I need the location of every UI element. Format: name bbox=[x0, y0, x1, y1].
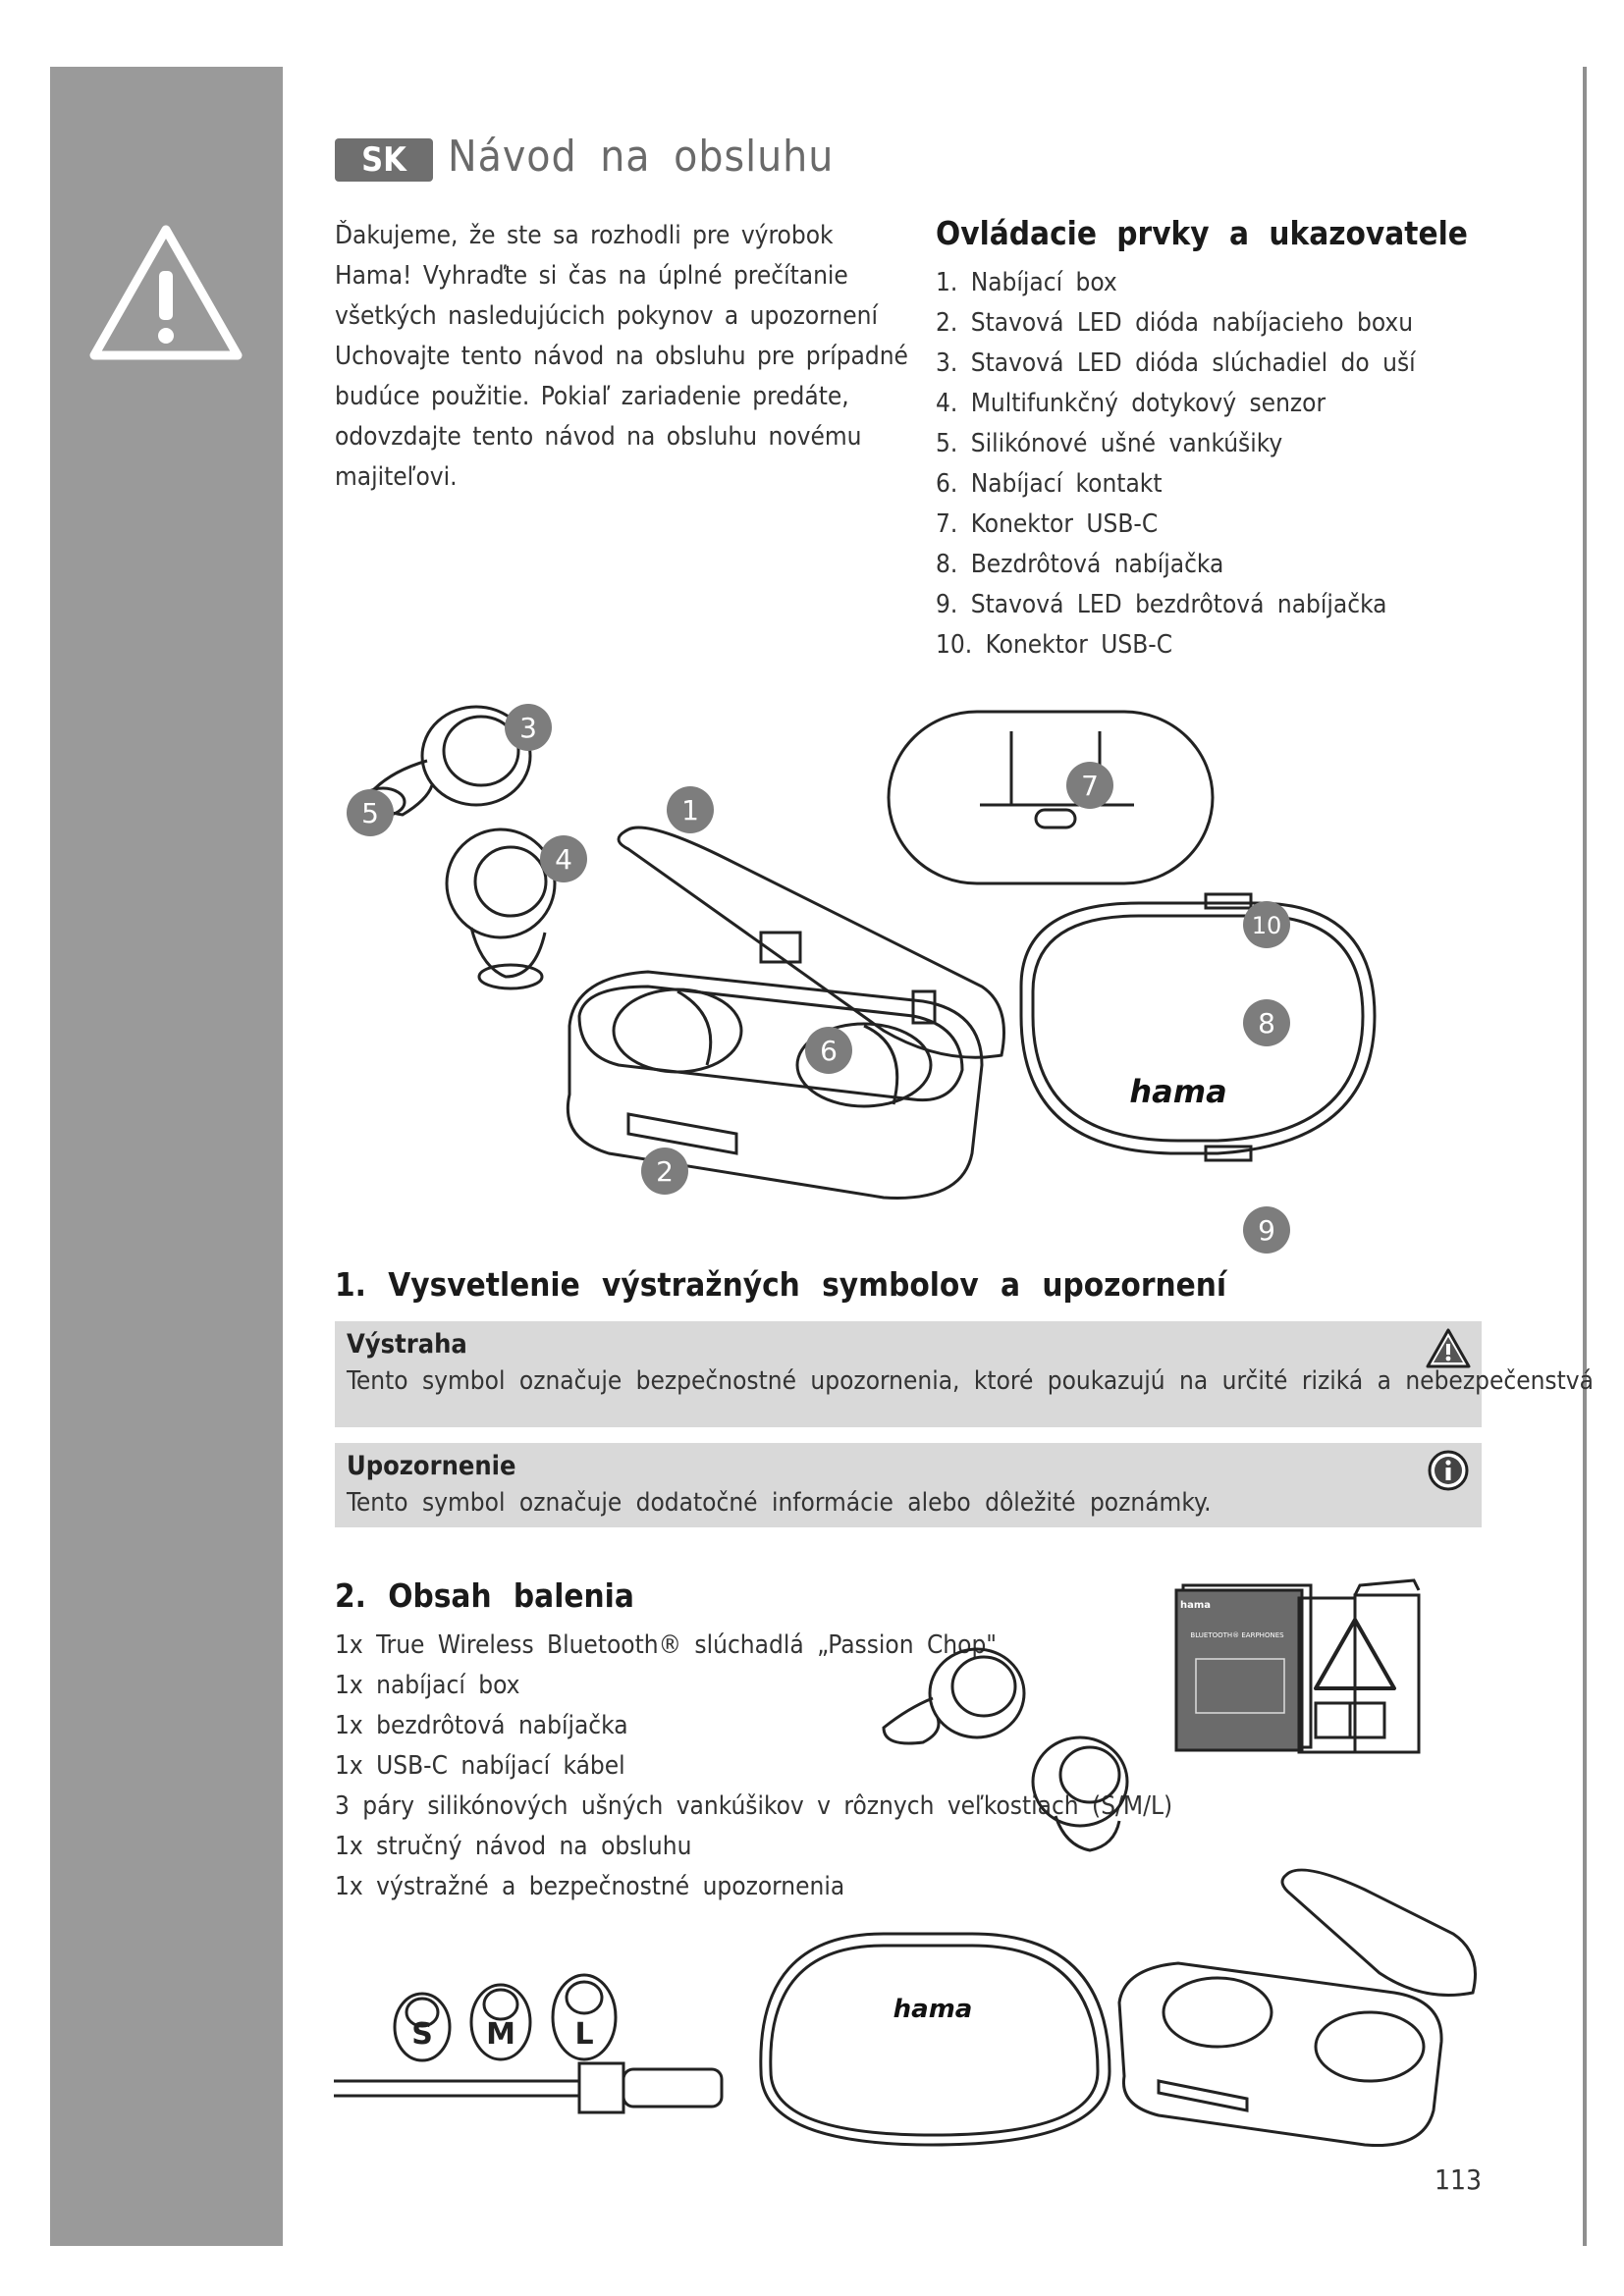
list-item: 7. Konektor USB-C bbox=[936, 509, 1159, 539]
list-item: 1x výstražné a bezpečnostné upozornenia bbox=[335, 1872, 845, 1901]
grey-sidebar bbox=[50, 67, 283, 2246]
list-item: 1x nabíjací box bbox=[335, 1671, 520, 1700]
info-icon bbox=[1425, 1449, 1472, 1492]
brand-logo: hama bbox=[1129, 1073, 1227, 1110]
svg-text:3: 3 bbox=[519, 712, 537, 744]
charging-box-illustration bbox=[568, 828, 1003, 1198]
svg-text:9: 9 bbox=[1258, 1214, 1275, 1247]
svg-text:M: M bbox=[486, 2017, 515, 2052]
page-number: 113 bbox=[1435, 2163, 1483, 2196]
list-item: 1x USB-C nabíjací kábel bbox=[335, 1751, 625, 1781]
callout-4 bbox=[540, 835, 587, 882]
page-title: Návod na obsluhu bbox=[448, 132, 835, 182]
package-contents-illustration bbox=[334, 1561, 1492, 2150]
svg-text:2: 2 bbox=[656, 1155, 674, 1188]
safety-leaflet-illustration bbox=[1299, 1580, 1419, 1752]
callout-7 bbox=[1066, 762, 1113, 809]
callout-3 bbox=[505, 704, 552, 751]
svg-text:7: 7 bbox=[1081, 770, 1099, 802]
list-item: 2. Stavová LED dióda nabíjacieho boxu bbox=[936, 308, 1414, 338]
list-item: 3. Stavová LED dióda slúchadiel do uší bbox=[936, 348, 1416, 378]
svg-text:S: S bbox=[411, 2017, 433, 2052]
warning-text: Tento symbol označuje bezpečnostné upozornenia, ktoré poukazujú na určité riziká a nebezpečenstvá bbox=[347, 1366, 1594, 1396]
charging-box-package-illustration bbox=[1119, 1870, 1476, 2146]
section-2-heading: 2. Obsah balenia bbox=[335, 1576, 634, 1615]
callout-10 bbox=[1243, 901, 1290, 948]
callout-8 bbox=[1243, 999, 1290, 1046]
warning-triangle-icon bbox=[86, 222, 245, 364]
callout-9 bbox=[1243, 1206, 1290, 1254]
svg-text:L: L bbox=[574, 2017, 594, 2052]
earbuds-pair-illustration bbox=[884, 1649, 1127, 1850]
svg-text:5: 5 bbox=[361, 797, 379, 829]
warning-triangle-icon bbox=[1425, 1327, 1472, 1370]
language-badge: SK bbox=[335, 138, 433, 182]
svg-text:4: 4 bbox=[555, 843, 572, 876]
list-item: 8. Bezdrôtová nabíjačka bbox=[936, 550, 1224, 579]
controls-list bbox=[936, 263, 1416, 666]
svg-text:BLUETOOTH® EARPHONES: BLUETOOTH® EARPHONES bbox=[1190, 1631, 1284, 1639]
wireless-charger-illustration bbox=[1021, 894, 1375, 1160]
svg-text:1: 1 bbox=[681, 794, 699, 827]
warning-box bbox=[335, 1321, 1594, 1427]
list-item: 1x stručný návod na obsluhu bbox=[335, 1832, 692, 1861]
earbud-lower-illustration bbox=[447, 829, 555, 988]
usb-cable-illustration bbox=[334, 2063, 722, 2112]
info-label: Upozornenie bbox=[347, 1451, 516, 1481]
closed-box-illustration bbox=[889, 712, 1213, 883]
callout-2 bbox=[641, 1148, 688, 1195]
right-border-rule bbox=[1583, 67, 1587, 2246]
svg-text:hama: hama bbox=[1180, 1600, 1212, 1611]
list-item: 3 páry silikónových ušných vankúšikov v rôznych veľkostiach (S/M/L) bbox=[335, 1791, 1173, 1821]
warning-label: Výstraha bbox=[347, 1329, 467, 1360]
list-item: 1. Nabíjací box bbox=[936, 268, 1117, 297]
callout-6 bbox=[805, 1027, 852, 1074]
svg-text:6: 6 bbox=[820, 1035, 838, 1067]
info-text: Tento symbol označuje dodatočné informácie alebo dôležité poznámky. bbox=[347, 1488, 1212, 1518]
info-box bbox=[335, 1443, 1482, 1527]
list-item: 9. Stavová LED bezdrôtová nabíjačka bbox=[936, 590, 1387, 619]
callout-5 bbox=[347, 789, 394, 836]
product-diagram bbox=[334, 692, 1488, 1271]
controls-heading: Ovládacie prvky a ukazovatele bbox=[936, 214, 1468, 252]
intro-paragraph: Ďakujeme, že ste sa rozhodli pre výrobok Hama! Vyhraďte si čas na úplné prečítanie všetkých nasledujúcich pokynov a upozornení Uchovajte tento návod na obsluhu pre prípadné budúce použitie. Pokiaľ zariadenie predáte, odovzdajte tento návod na obsluhu novému majiteľovi. bbox=[335, 221, 908, 492]
svg-text:8: 8 bbox=[1258, 1007, 1275, 1040]
list-item: 6. Nabíjací kontakt bbox=[936, 469, 1163, 499]
section-1-heading: 1. Vysvetlenie výstražných symbolov a upozornení bbox=[335, 1265, 1227, 1304]
list-item: 4. Multifunkčný dotykový senzor bbox=[936, 389, 1326, 418]
callout-1 bbox=[667, 786, 714, 833]
list-item: 10. Konektor USB-C bbox=[936, 630, 1173, 660]
svg-text:10: 10 bbox=[1251, 912, 1282, 939]
wireless-charger-package-illustration bbox=[761, 1934, 1110, 2145]
list-item: 1x bezdrôtová nabíjačka bbox=[335, 1711, 628, 1740]
list-item: 1x True Wireless Bluetooth® slúchadlá „Passion Chop" bbox=[335, 1630, 998, 1660]
svg-text:hama: hama bbox=[893, 1995, 973, 2024]
list-item: 5. Silikónové ušné vankúšiky bbox=[936, 429, 1283, 458]
